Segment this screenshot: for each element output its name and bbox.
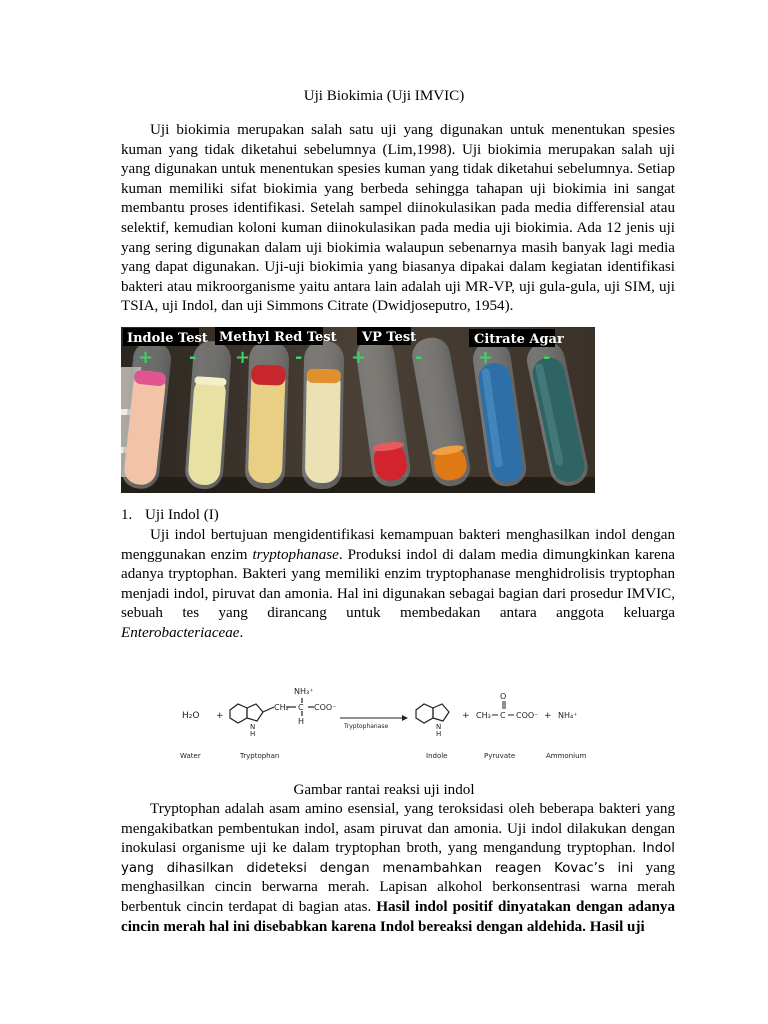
sign-citrate-neg: - — [543, 347, 551, 368]
label-indole: Indole — [426, 752, 448, 760]
svg-text:COO⁻: COO⁻ — [314, 703, 337, 712]
svg-text:N: N — [250, 723, 256, 731]
label-indole-test: Indole Test — [127, 331, 208, 346]
enzyme-label: Tryptophanase — [344, 723, 389, 730]
svg-text:C: C — [500, 711, 506, 720]
section-heading-indol — [121, 507, 219, 524]
svg-text:C: C — [298, 703, 304, 712]
tube-methyl-red-positive — [244, 340, 289, 489]
tryptophan-paragraph: Tryptophan adalah asam amino esensial, yang teroksidasi oleh beberapa bakteri yang mengakibatkan pembentukan indol, asam piruvat dan amonia. Uji indol dilakukan dengan inokulasi organisme uji ke dalam tryptophan broth, yang mengandung tryptophan. Indol yang dihasilkan dideteksi dengan menambahkan reagen Kovac’s ini yang menghasilkan cincin berwarna merah. Lapisan alkohol berkonsentrasi warna merah berbentuk cincin terdapat di bagian atas. Hasil indol positif dinyatakan dengan adanya cincin merah hal ini disebabkan karena Indol bereaksi dengan aldehida. Hasil uji — [121, 801, 675, 935]
label-ammonium: Ammonium — [546, 752, 587, 760]
indole-reaction-diagram — [174, 674, 594, 766]
intro-paragraph: Uji biokimia merupakan salah satu uji yang digunakan untuk menentukan spesies kuman yang tidak diketahui sebelumnya (Lim,1998). Uji biokimia merupakan salah uji yang digunakan untuk menentukan spesies kuman yang tidak diketahui sebelumnya. Setiap kuman memiliki sifat biokimia yang berbeda sehingga tahapan uji biokimia ini sangat membantu proses identifikasi. Setelah sampel diinokulasikan pada media differensial atau selektif, kemudian koloni kuman diinokulasikan pada media uji biokimia. Ada 12 jenis uji yang sering digunakan dalam uji biokimia walaupun sebenarnya masih banyak lagi media yang dapat digunakan. Uji-uji biokimia yang biasanya dipakai dalam kegiatan identifikasi bakteri atau mikroorganisme yaitu antara lain adalah uji MR-VP, uji gula-gula, uji SIM, uji TSIA, uji Indol, dan uji Simmons Citrate (Dwidjoseputro, 1954). — [121, 122, 675, 315]
sign-vp-neg: - — [415, 347, 423, 368]
label-pyruvate: Pyruvate — [484, 752, 516, 760]
svg-text:COO⁻: COO⁻ — [516, 711, 539, 720]
section-title: Uji Indol (I) — [145, 507, 219, 523]
svg-text:N: N — [436, 723, 442, 731]
enzyme-name: tryptophanase — [252, 546, 339, 563]
indole-structure — [416, 704, 449, 723]
family-name: Enterobacteriaceae — [121, 624, 240, 641]
tube-methyl-red-negative — [302, 341, 345, 490]
water-formula: H₂O — [182, 711, 200, 721]
label-citrate-agar: Citrate Agar — [474, 332, 564, 347]
svg-text:H: H — [298, 717, 305, 726]
sign-indole-pos: + — [138, 347, 154, 368]
sign-mr-pos: + — [235, 347, 251, 368]
sign-citrate-pos: + — [478, 347, 494, 368]
label-tryptophan: Tryptophan — [240, 752, 280, 760]
svg-text:O: O — [500, 692, 507, 701]
sign-vp-pos: + — [351, 347, 367, 368]
section-indol-paragraph: Uji indol bertujuan mengidentifikasi kemampuan bakteri menghasilkan indol dengan menggunakan enzim tryptophanase. Produksi indol di dalam media dimungkinkan karena adanya tryptophan. Bakteri yang memiliki enzim tryptophanase menghidrolisis tryptophan menjadi indol, piruvat dan amonia. Hal ini digunakan sebagai bagian dari prosedur IMVIC, sebuah tes yang dirancang untuk membedakan antara anggota keluarga Enterobacteriaceae. — [121, 527, 676, 641]
svg-text:+: + — [462, 711, 470, 721]
sign-indole-neg: - — [189, 347, 197, 368]
svg-text:+: + — [216, 711, 224, 721]
section-number: 1. — [121, 507, 133, 523]
sign-mr-neg: - — [295, 347, 303, 368]
page-title: Uji Biokimia (Uji IMVIC) — [303, 88, 465, 104]
label-methyl-red-test: Methyl Red Test — [219, 330, 337, 345]
label-water: Water — [180, 752, 201, 760]
svg-text:+: + — [544, 711, 552, 721]
bold-result-text: Hasil indol positif dinyatakan dengan adanya cincin merah hal ini disebabkan karena Indol bereaksi dengan aldehida. Hasil uji — [121, 898, 675, 935]
imvic-tubes-photo — [121, 327, 595, 493]
kovacs-sentence: Indol yang dihasilkan dideteksi dengan menambahkan reagen Kovac’s ini — [121, 841, 675, 876]
label-vp-test: VP Test — [362, 330, 417, 345]
svg-text:CH₂: CH₂ — [274, 703, 289, 712]
svg-text:CH₃: CH₃ — [476, 711, 491, 720]
svg-text:H: H — [436, 730, 442, 738]
figure-caption: Gambar rantai reaksi uji indol — [293, 782, 475, 798]
svg-text:H: H — [250, 730, 256, 738]
svg-text:NH₄⁺: NH₄⁺ — [558, 711, 578, 720]
svg-text:NH₃⁺: NH₃⁺ — [294, 687, 314, 696]
